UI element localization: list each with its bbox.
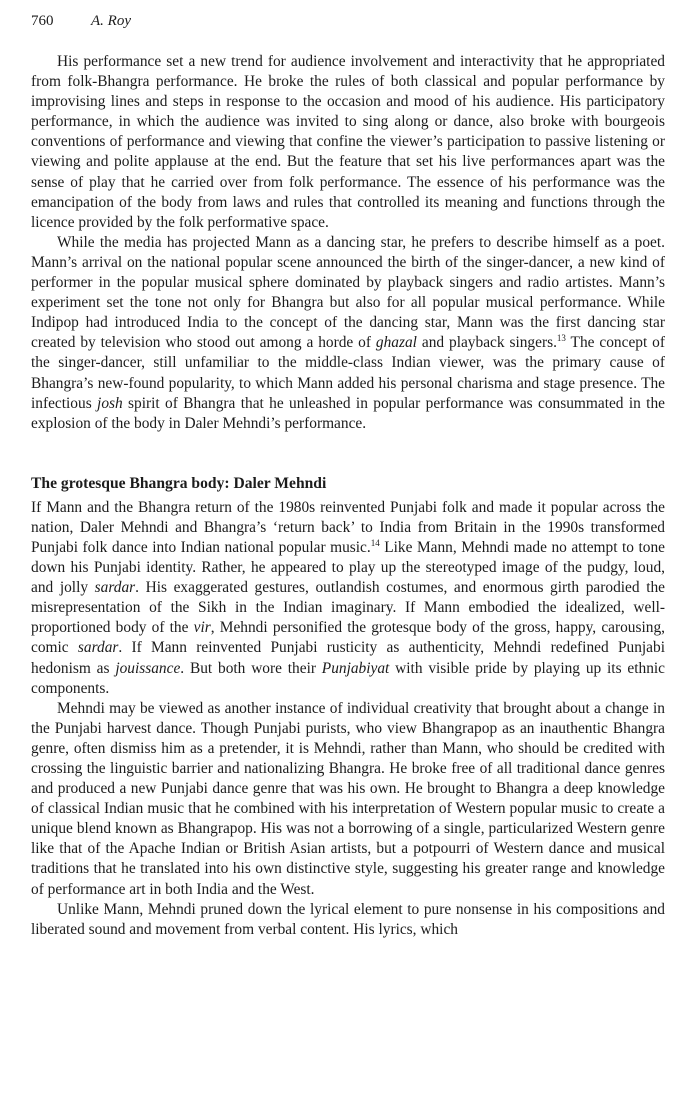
body-paragraph-5: Unlike Mann, Mehndi pruned down the lyrical element to pure nonsense in his compositions and liberated sound and movement from verbal content. His lyrics, which <box>31 900 665 938</box>
running-author: A. Roy <box>91 13 131 29</box>
section-heading: The grotesque Bhangra body: Daler Mehndi <box>31 474 327 492</box>
running-header <box>31 10 665 32</box>
footnote-ref-13[interactable]: 13 <box>556 333 566 344</box>
page-number: 760 <box>31 13 54 29</box>
term-josh: josh <box>97 394 123 412</box>
term-ghazal: ghazal <box>375 334 417 352</box>
body-paragraph-1: His performance set a new trend for audience involvement and interactivity that he appropriated from folk-Bhangra performance. He broke the rules of both classical and popular performance by improvising lines and steps in response to the occasion and mood of his audience. His participatory performance, in which the audience was invited to sing along or dance, also broke with bourgeois conventions of performance and viewing that confine the viewer’s participation to passive listening or viewing and polite applause at the end. But the feature that set his live performances apart was the sense of play that he carried over from folk performance. The essence of his performance was the emancipation of the body from laws and rules that controlled its meaning and functions through the licence provided by the folk performative space. <box>31 53 665 231</box>
term-jouissance: jouissance <box>115 659 181 677</box>
term-sardar: sardar <box>94 579 136 597</box>
term-vir: vir <box>193 619 211 637</box>
term-sardar: sardar <box>77 639 119 657</box>
body-paragraph-2: While the media has projected Mann as a dancing star, he prefers to describe himself as a poet. Mann’s arrival on the national popular scene announced the birth of the singer-dancer, a new kind of performer in the popular musical sphere dominated by playback singers and radio artistes. Mann’s experiment set the tone not only for Bhangra but also for all popular musical performance. While Indipop had introduced India to the concept of the dancing star, Mann was the first dancing star created by television who stood out among a horde of ghazal and playback singers.$^{13}$ The concept of the singer-dancer, still unfamiliar to the middle-class Indian viewer, was the primary cause of Bhangra’s new-found popularity, to which Mann added his personal charisma and stage presence. The infectious josh spirit of Bhangra that he unleashed in popular performance was consummated in the explosion of the body in Daler Mehndi’s performance. <box>31 233 665 432</box>
term-punjabiyat: Punjabiyat <box>321 659 390 677</box>
body-paragraph-4: Mehndi may be viewed as another instance of individual creativity that brought about a change in the Punjabi harvest dance. Though Punjabi purists, who view Bhangrapop as an inauthentic Bhangra genre, often dismiss him as a pretender, it is Mehndi, rather than Mann, who should be credited with crossing the linguistic barrier and nationalizing Bhangra. He broke free of all traditional dance genres and produced a new Punjabi dance genre that was his own. He brought to Bhangra a deep knowledge of classical Indian music that he combined with his interpretation of Western popular music to create a unique blend known as Bhangrapop. His was not a borrowing of a single, particularized Western genre like that of the Apache Indian or British Asian artists, but a potpourri of Western dance and musical traditions that he translated into his own distinctive style, suggesting his greater range and knowledge of performance art in both India and the West. <box>31 699 665 898</box>
body-paragraph-3: If Mann and the Bhangra return of the 1980s reinvented Punjabi folk and made it popular across the nation, Daler Mehndi and Bhangra’s ‘return back’ to India from Britain in the 1990s transformed Punjabi folk dance into Indian national popular music.$^{14}$ Like Mann, Mehndi made no attempt to tone down his Punjabi identity. Rather, he appeared to play up the stereotyped image of the pudgy, loud, and jolly sardar. His exaggerated gestures, outlandish costumes, and enormous girth parodied the misrepresentation of the Sikh in the Indian imaginary. If Mann embodied the idealized, well-proportioned body of the vir, Mehndi personified the grotesque body of the gross, happy, carousing, comic sardar. If Mann reinvented Punjabi rusticity as authenticity, Mehndi redefined Punjabi hedonism as jouissance. But both wore their Punjabiyat with visible pride by playing up its ethnic components. <box>31 498 665 697</box>
footnote-ref-14[interactable]: 14 <box>370 537 380 548</box>
